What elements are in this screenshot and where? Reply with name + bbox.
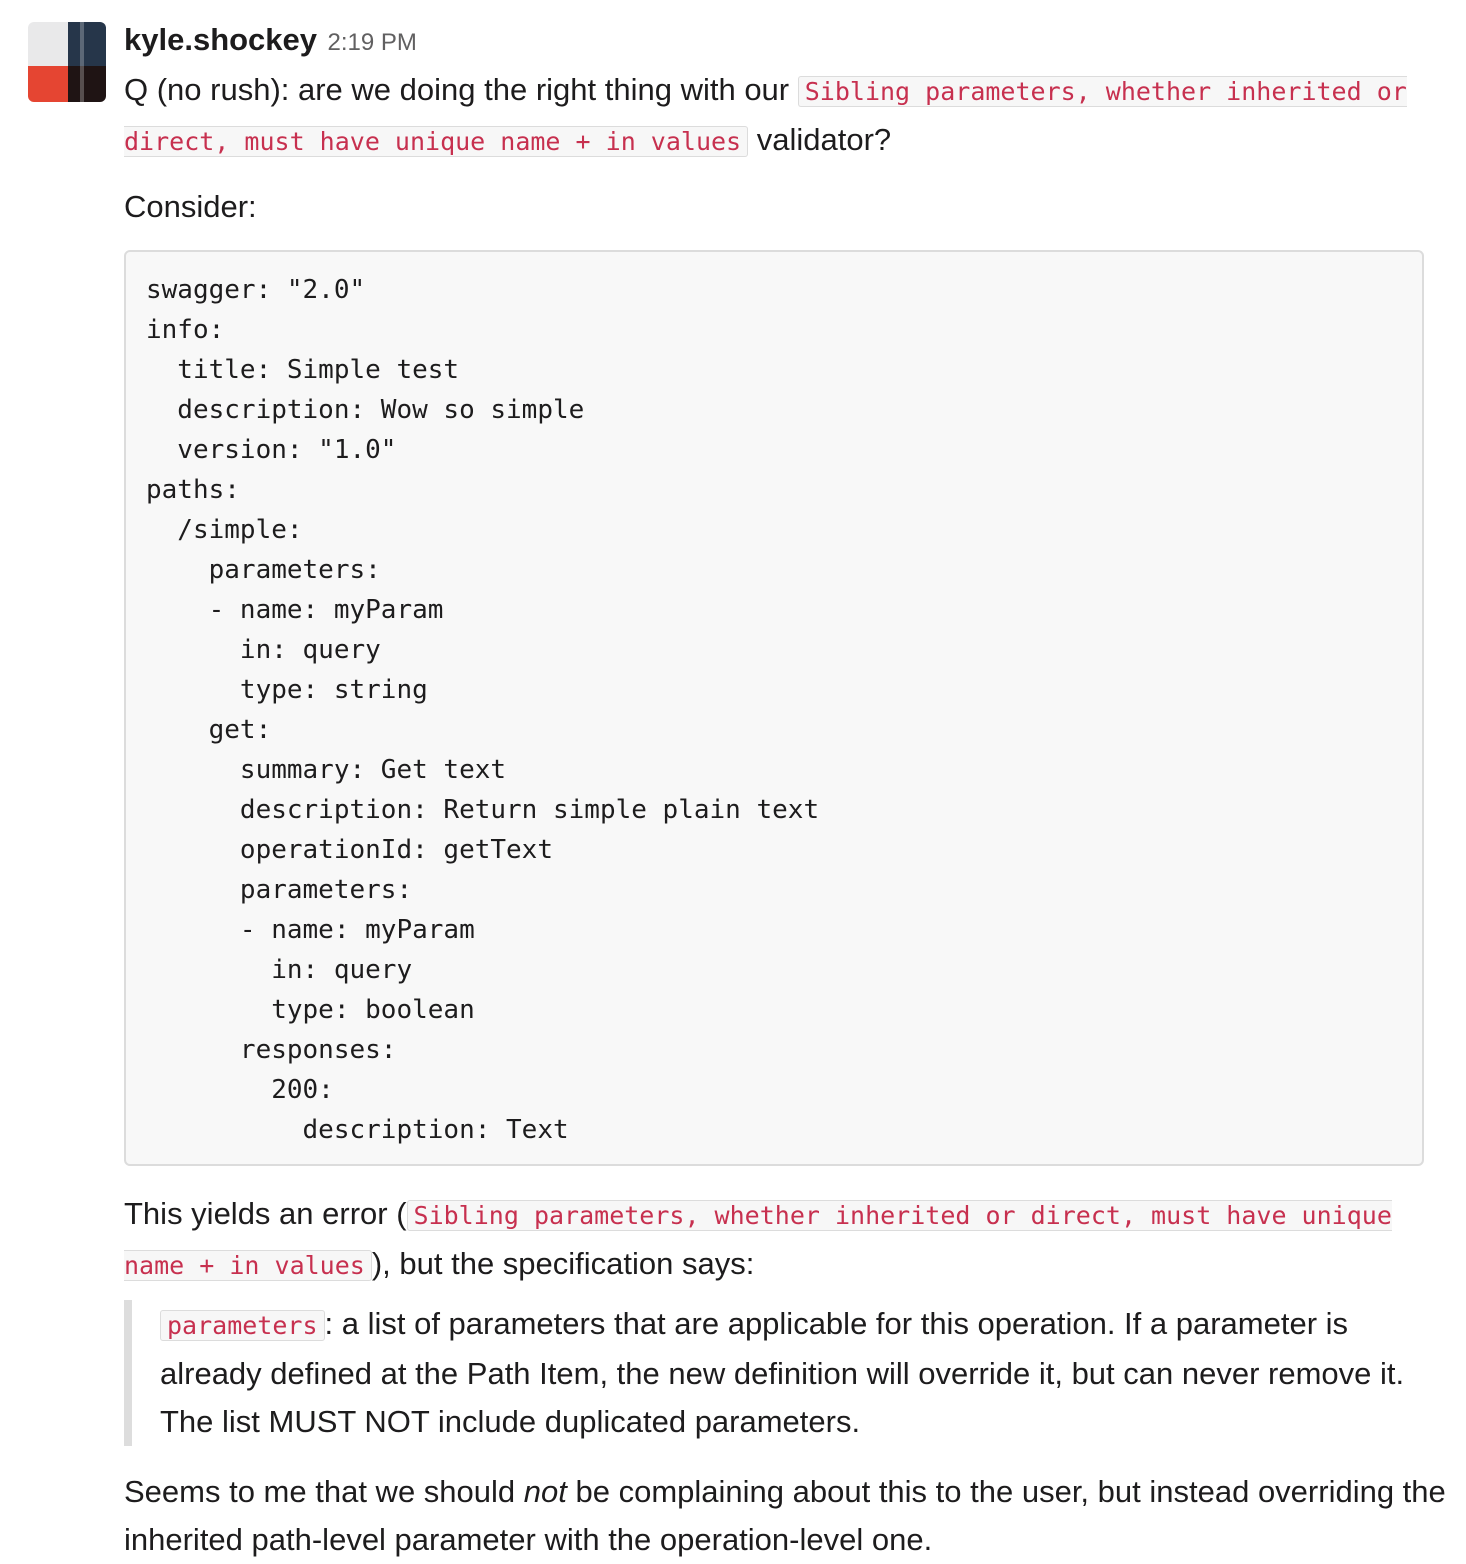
quote-paragraph — [160, 1300, 1448, 1446]
code-line: type: boolean — [146, 995, 475, 1025]
code-line: in: query — [146, 635, 381, 665]
code-line: type: string — [146, 675, 428, 705]
code-block — [124, 250, 1424, 1166]
code-line: paths: — [146, 475, 240, 505]
inline-code: Sibling parameters, whether inherited or direct, must have unique name + in values — [124, 77, 1407, 156]
inline-code: parameters — [160, 1310, 325, 1341]
message-paragraph — [124, 1190, 1448, 1290]
code-line: description: Wow so simple — [146, 395, 585, 425]
code-line: responses: — [146, 1035, 397, 1065]
text: Q (no rush): are we doing the right thing with our — [124, 72, 798, 107]
code-line: operationId: getText — [146, 835, 553, 865]
code-line: in: query — [146, 955, 413, 985]
code-line: version: "1.0" — [146, 435, 397, 465]
blockquote — [124, 1300, 1448, 1446]
code-line: /simple: — [146, 515, 303, 545]
code-line: get: — [146, 715, 272, 745]
avatar[interactable] — [28, 22, 106, 102]
emphasis: not — [523, 1474, 567, 1509]
code-line: 200: — [146, 1075, 334, 1105]
code-line: description: Return simple plain text — [146, 795, 820, 825]
text: This yields an error ( — [124, 1196, 407, 1231]
message — [124, 16, 1448, 1564]
message-paragraph — [124, 1468, 1448, 1564]
message-paragraph: Consider: — [124, 189, 257, 224]
code-line: title: Simple test — [146, 355, 460, 385]
message-paragraph — [124, 66, 1448, 166]
text: ), but the specification says: — [371, 1246, 755, 1281]
code-line: - name: myParam — [146, 915, 475, 945]
text: be complaining about this to the user, but instead overriding the inherited path-level parameter with the operation-level one. — [124, 1474, 1446, 1557]
text: : a list of parameters that are applicable for this operation. If a parameter is already defined at the Path Item, the new definition will override it, but can never remove it. The list MUST NOT include duplicated parameters. — [160, 1306, 1405, 1439]
text: validator? — [748, 122, 892, 157]
inline-code: Sibling parameters, whether inherited or direct, must have unique name + in values — [124, 1201, 1392, 1280]
code-line: summary: Get text — [146, 755, 507, 785]
message-header — [124, 16, 1448, 64]
timestamp[interactable]: 2:19 PM — [327, 29, 417, 56]
username[interactable]: kyle.shockey — [124, 22, 318, 57]
code-line: swagger: "2.0" — [146, 275, 366, 305]
code-line: - name: myParam — [146, 595, 444, 625]
code-line: description: Text — [146, 1115, 569, 1145]
code-line: info: — [146, 315, 225, 345]
code-line: parameters: — [146, 555, 381, 585]
code-line: parameters: — [146, 875, 413, 905]
text: Seems to me that we should — [124, 1474, 524, 1509]
